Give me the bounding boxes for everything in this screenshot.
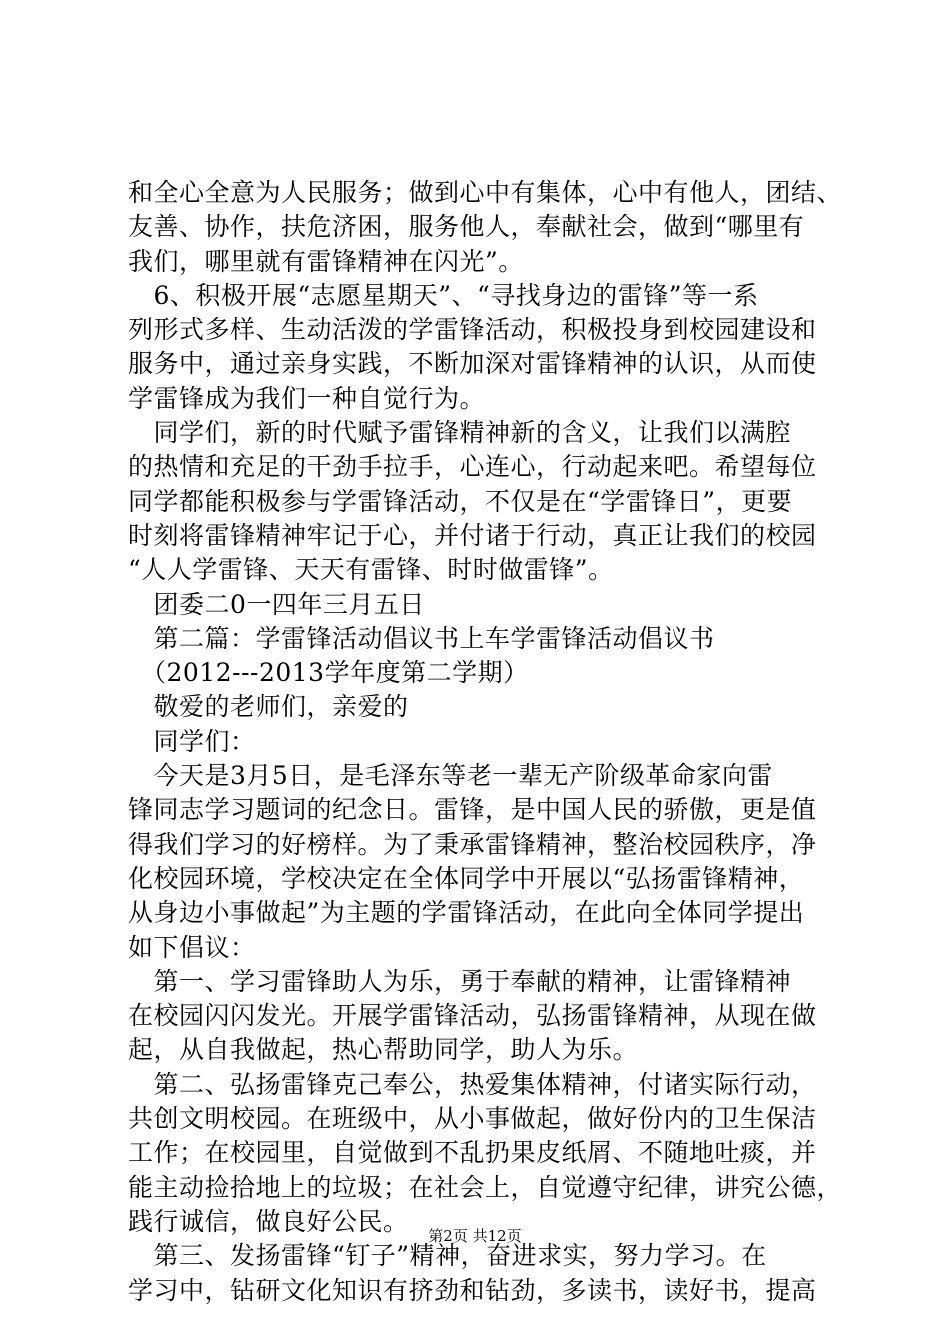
text-line: 锋同志学习题词的纪念日。雷锋，是中国人民的骄傲，更是值	[128, 795, 817, 825]
text-line: “人人学雷锋、天天有雷锋、时时做雷锋”。	[128, 555, 614, 585]
text-line: 学习中，钻研文化知识有挤劲和钻劲，多读书，读好书，提高	[128, 1275, 817, 1305]
text-line: 同学都能积极参与学雷锋活动，不仅是在“学雷锋日”，更要	[128, 486, 793, 516]
text-line: 的热情和充足的干劲手拉手，心连心，行动起来吧。希望每位	[128, 452, 817, 482]
page-number-footer: 第2页 共12页	[428, 1227, 522, 1245]
text-line: 第三、发扬雷锋“钉子”精神，奋进求实，努力学习。在	[128, 1241, 767, 1271]
document-body	[128, 176, 843, 1308]
text-line: 工作；在校园里，自觉做到不乱扔果皮纸屑、不随地吐痰，并	[128, 1138, 817, 1168]
section-subtitle: （2012---2013学年度第二学期）	[128, 658, 529, 688]
text-line: 起，从自我做起，热心帮助同学，助人为乐。	[128, 1035, 639, 1065]
salutation-line: 同学们：	[128, 726, 256, 756]
text-line: 第一、学习雷锋助人为乐，勇于奉献的精神，让雷锋精神	[128, 966, 792, 996]
text-line: 共创文明校园。在班级中，从小事做起，做好份内的卫生保洁	[128, 1104, 817, 1134]
text-line: 和全心全意为人民服务；做到心中有集体，心中有他人，团结、	[128, 178, 843, 207]
text-line: 今天是3月5日，是毛泽东等老一辈无产阶级革命家向雷	[128, 761, 773, 791]
text-line: 从身边小事做起”为主题的学雷锋活动，在此向全体同学提出	[128, 898, 805, 928]
text-line: 第二、弘扬雷锋克己奉公，热爱集体精神，付诸实际行动，	[128, 1069, 817, 1099]
text-line: 同学们，新的时代赋予雷锋精神新的含义，让我们以满腔	[128, 418, 792, 448]
text-line: 时刻将雷锋精神牢记于心，并付诸于行动，真正让我们的校园	[128, 520, 817, 550]
text-line: 学雷锋成为我们一种自觉行为。	[128, 383, 486, 413]
text-line: 化校园环境，学校决定在全体同学中开展以“弘扬雷锋精神，	[128, 863, 805, 893]
section-title: 第二篇：学雷锋活动倡议书上车学雷锋活动倡议书	[128, 623, 715, 653]
text-line: 列形式多样、生动活泼的学雷锋活动，积极投身到校园建设和	[128, 315, 817, 345]
text-line: 践行诚信，做良好公民。	[128, 1206, 409, 1236]
text-line: 得我们学习的好榜样。为了秉承雷锋精神，整治校园秩序，净	[128, 829, 817, 859]
text-line: 如下倡议：	[128, 932, 256, 962]
text-line: 能主动捡拾地上的垃圾；在社会上，自觉遵守纪律，讲究公德，	[128, 1172, 843, 1202]
text-line: 6、积极开展“志愿星期天”、“寻找身边的雷锋”等一系	[128, 280, 759, 310]
signature-line: 团委二0一四年三月五日	[128, 589, 425, 619]
text-line: 服务中，通过亲身实践，不断加深对雷锋精神的认识，从而使	[128, 349, 817, 379]
text-line: 友善、协作，扶危济困，服务他人，奉献社会，做到“哪里有	[128, 212, 805, 242]
text-line: 在校园闪闪发光。开展学雷锋活动，弘扬雷锋精神，从现在做	[128, 1001, 817, 1031]
text-line: 我们，哪里就有雷锋精神在闪光”。	[128, 246, 524, 276]
salutation-line: 敬爱的老师们，亲爱的	[128, 692, 409, 722]
